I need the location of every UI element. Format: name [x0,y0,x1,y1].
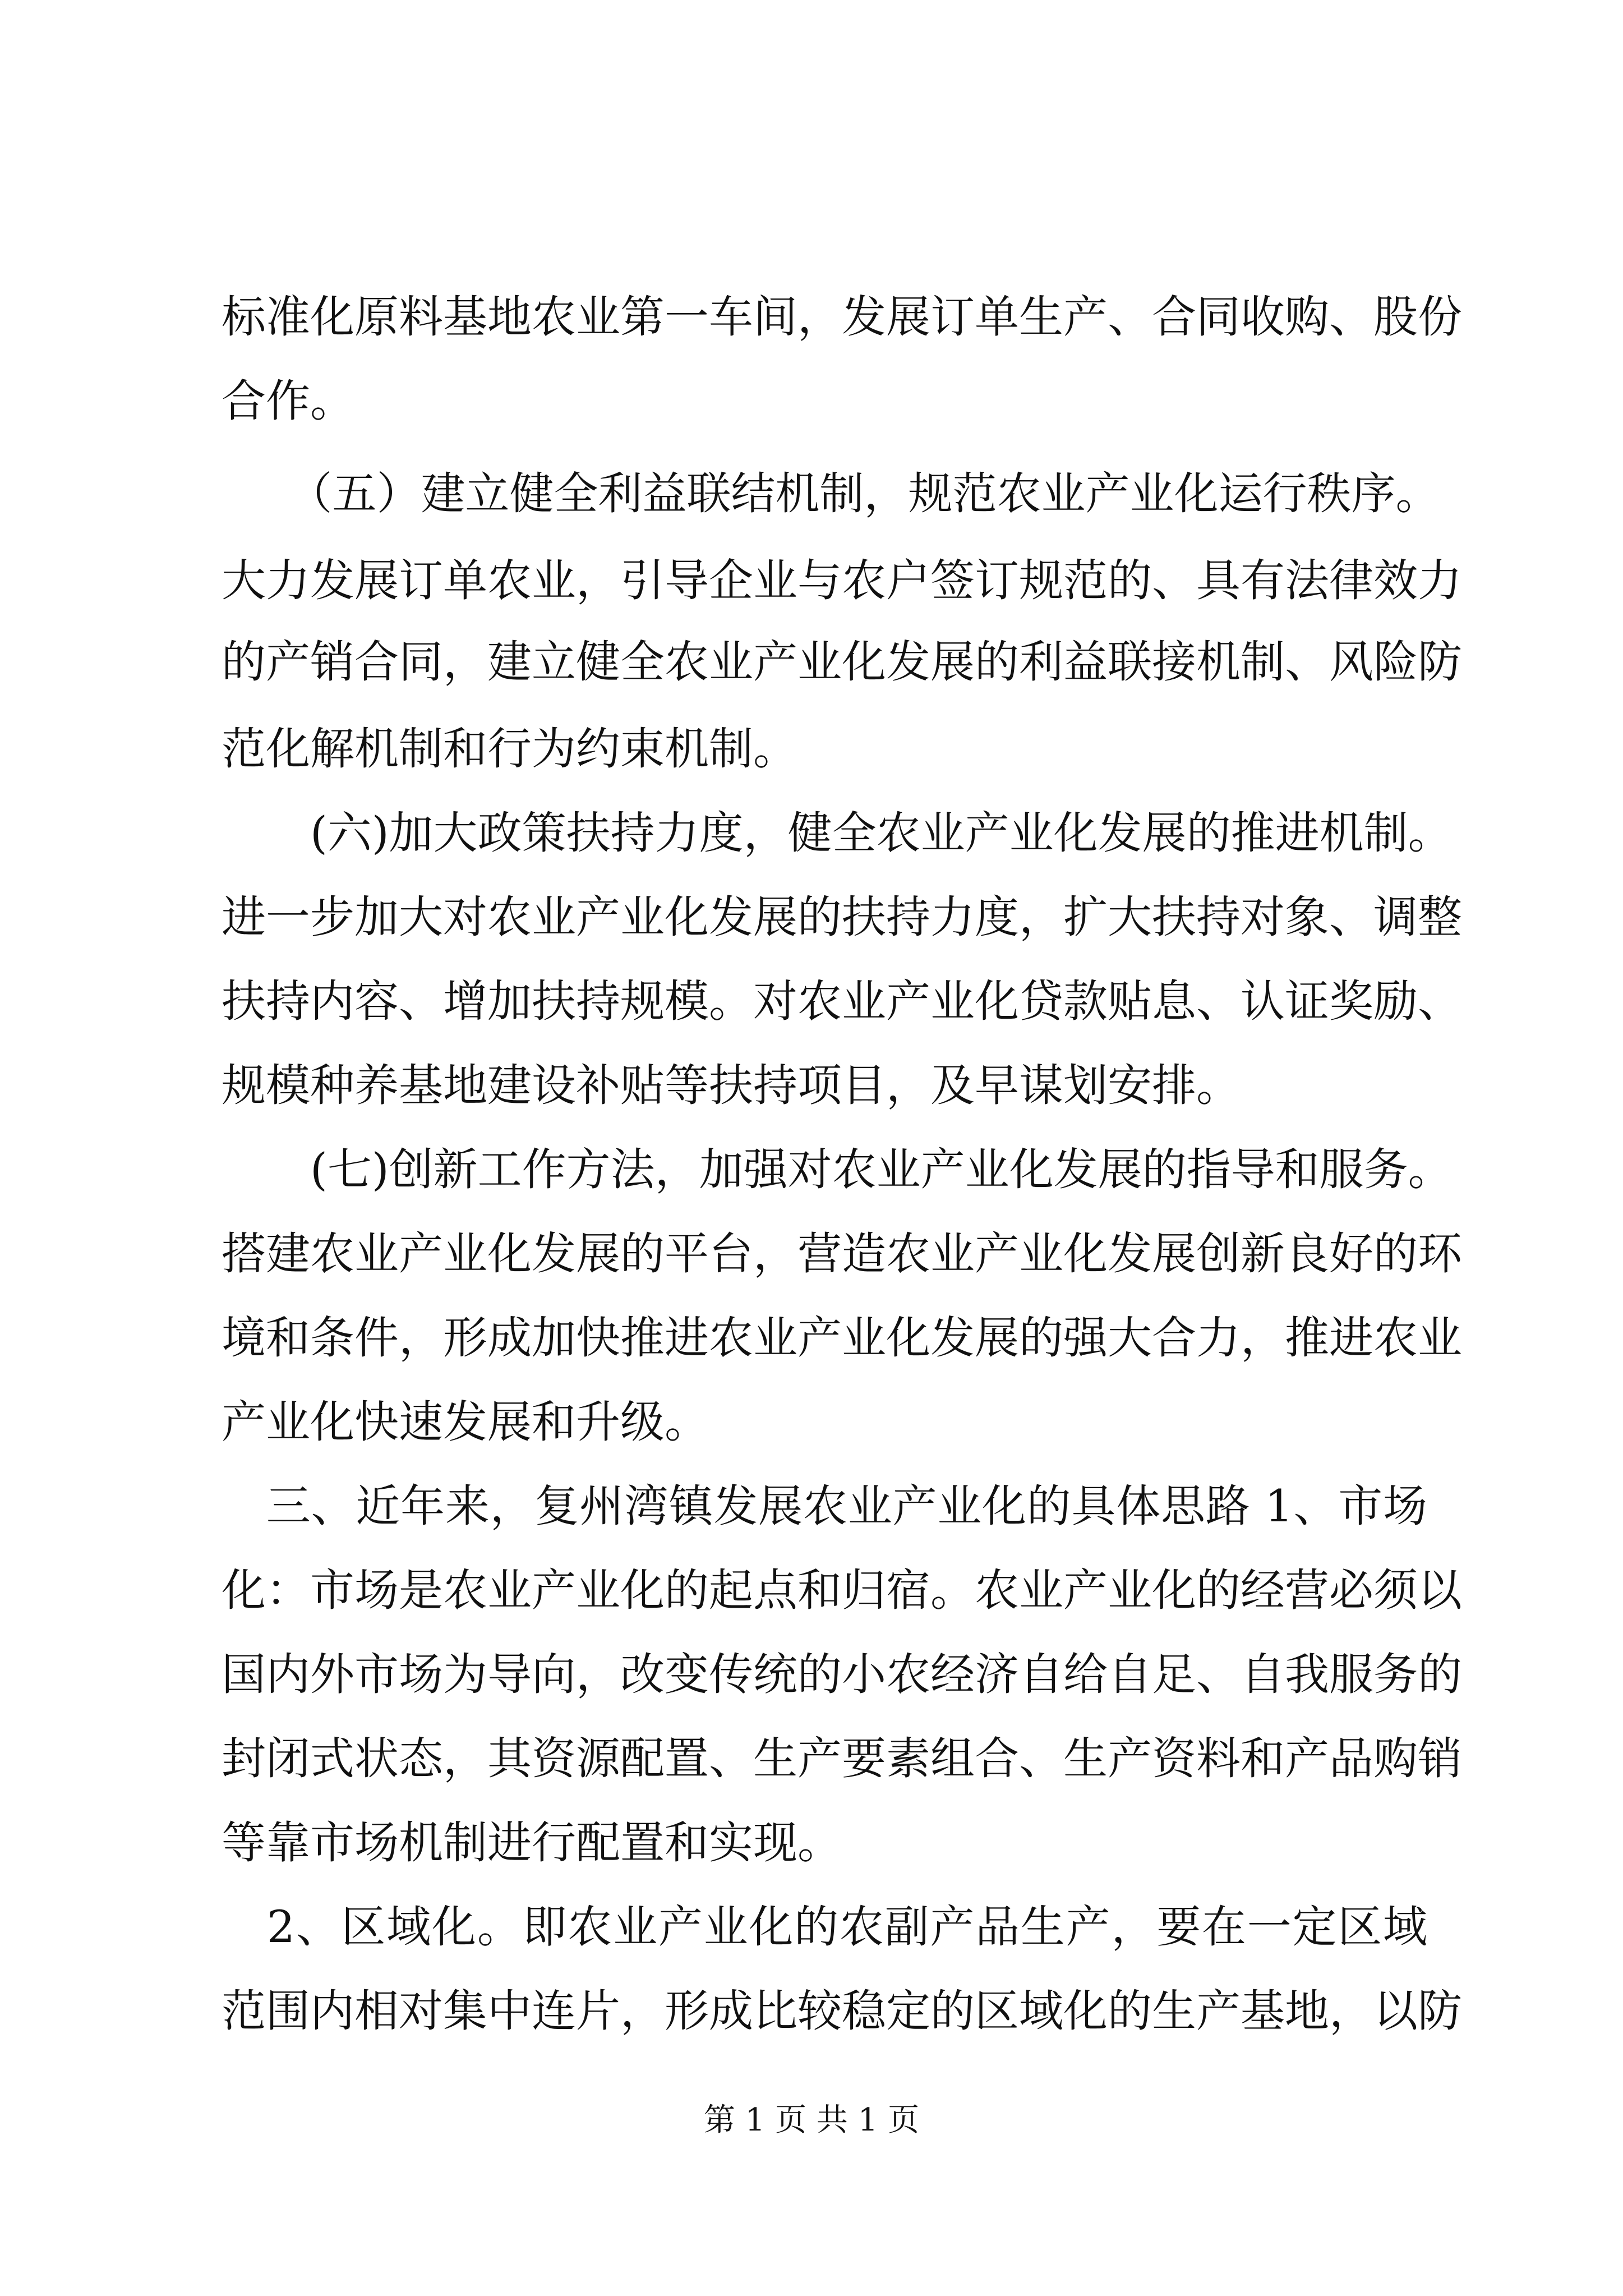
paragraph-line: 范围内相对集中连片，形成比较稳定的区域化的生产基地，以防 [222,1985,1462,2037]
paragraph-line: 扶持内容、增加扶持规模。对农业产业化贷款贴息、认证奖励、 [222,976,1462,1027]
paragraph-line: 境和条件，形成加快推进农业产业化发展的强大合力，推进农业 [222,1312,1462,1364]
paragraph-line: 封闭式状态，其资源配置、生产要素组合、生产资料和产品购销 [222,1733,1462,1784]
paragraph-line: 三、近年来，复州湾镇发展农业产业化的具体思路 1、市场 [222,1480,1427,1532]
paragraph-line: 国内外市场为导向，改变传统的小农经济自给自足、自我服务的 [222,1649,1462,1700]
paragraph-line: 范化解机制和行为约束机制。 [222,723,797,775]
paragraph-line: 大力发展订单农业，引导企业与农户签订规范的、具有法律效力 [222,555,1462,606]
paragraph-line: 的产销合同，建立健全农业产业化发展的利益联接机制、风险防 [222,636,1462,688]
paragraph-line: 2、区域化。即农业产业化的农副产品生产，要在一定区域 [222,1901,1427,1953]
paragraph-line: 产业化快速发展和升级。 [222,1396,709,1448]
paragraph-line: 规模种养基地建设补贴等扶持项目，及早谋划安排。 [222,1060,1241,1111]
paragraph-line: 合作。 [222,375,354,427]
paragraph-line: (七)创新工作方法，加强对农业产业化发展的指导和服务。 [222,1144,1453,1195]
paragraph-line: 化：市场是农业产业化的起点和归宿。农业产业化的经营必须以 [222,1565,1462,1616]
paragraph-line: 进一步加大对农业产业化发展的扶持力度，扩大扶持对象、调整 [222,891,1462,943]
paragraph-line: 搭建农业产业化发展的平台，营造农业产业化发展创新良好的环 [222,1228,1462,1280]
paragraph-line: 等靠市场机制进行配置和实现。 [222,1817,842,1869]
paragraph-line: (六)加大政策扶持力度，健全农业产业化发展的推进机制。 [222,807,1453,859]
paragraph-line: 标准化原料基地农业第一车间，发展订单生产、合同收购、股份 [222,291,1462,343]
paragraph-line: （五）建立健全利益联结机制，规范农业产业化运行秩序。 [222,468,1440,519]
page-footer: 第 1 页 共 1 页 [703,2102,920,2138]
